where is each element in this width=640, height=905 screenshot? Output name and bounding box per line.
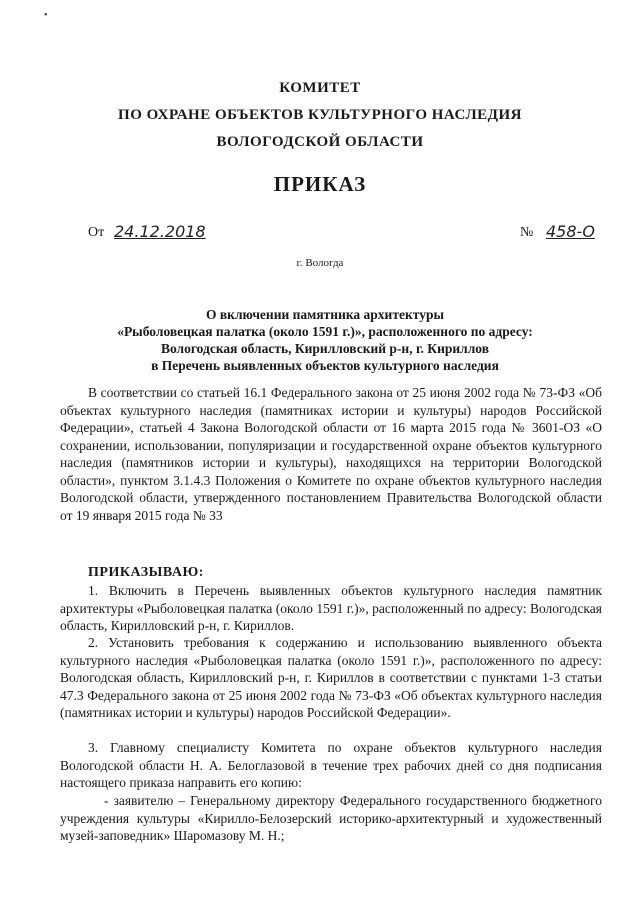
document-title: ПРИКАЗ [273, 172, 367, 196]
handwritten-date: 24.12.2018 [114, 222, 206, 241]
preamble-paragraph: В соответствии со статьей 16.1 Федерального закона от 25 июня 2002 года № 73-ФЗ «Об объектах культурного наследия (памятниках истории и культуры) народов Российской Федерации», статьей 4 Закона Вологодской области от 16 марта 2015 года № 3601-ОЗ «О сохранении, использовании, популяризации и государственной охране объектов культурного наследия (памятников истории и культуры), находящихся на территории Вологодской области», пунктом 3.1.4.3 Положения о Комитете по охране объектов культурного наследия Вологодской области, утвержденного постановлением Правительства Вологодской области от 19 января 2015 года № 33 [60, 385, 602, 523]
order-heading: ПРИКАЗЫВАЮ: [88, 565, 204, 580]
subject-line: «Рыболовецкая палатка (около 1591 г.)», расположенного по адресу: [117, 324, 533, 339]
committee-title: КОМИТЕТ [279, 80, 361, 96]
document-subject [60, 306, 590, 374]
number-label: № [520, 225, 534, 240]
order-item-1: 1. Включить в Перечень выявленных объектов культурного наследия памятник архитектуры «Рыболовецкая палатка (около 1591 г.)», расположенный по адресу: Вологодская область, Кирилловский р-н, г. Кириллов. [60, 583, 602, 633]
order-item-2: 2. Установить требования к содержанию и использованию выявленного объекта культурного наследия «Рыболовецкая палатка (около 1591 г.)», расположенного по адресу: Вологодская область, Кирилловский р-н, г. Кириллов в соответствии с пунктами 1-3 статьи 47.3 Федерального закона от 25 июня 2002 года № 73-ФЗ «Об объектах культурного наследия (памятниках истории и культуры) народов Российской Федерации». [60, 635, 602, 720]
order-item-3: 3. Главному специалисту Комитета по охране объектов культурного наследия Вологодской области Н. А. Белоглазовой в течение трех рабочих дней со дня подписания настоящего приказа направить его копию: [60, 740, 602, 790]
handwritten-number: 458-О [546, 222, 595, 241]
committee-subtitle: ПО ОХРАНЕ ОБЪЕКТОВ КУЛЬТУРНОГО НАСЛЕДИЯ [118, 107, 522, 123]
subject-line: в Перечень выявленных объектов культурного наследия [151, 358, 499, 373]
corner-mark: • [44, 10, 48, 21]
committee-region: ВОЛОГОДСКОЙ ОБЛАСТИ [216, 134, 424, 150]
city-label: г. Вологда [296, 257, 344, 269]
subject-line: О включении памятника архитектуры [206, 307, 444, 322]
date-label: От [88, 225, 105, 240]
order-item-3-recipient: - заявителю – Генеральному директору Федерального государственного бюджетного учреждения культуры «Кирилло-Белозерский историко-архитектурный и художественный музей-заповедник» Шаромазову М. Н.; [60, 793, 602, 843]
subject-line: Вологодская область, Кирилловский р-н, г. Кириллов [160, 341, 490, 356]
